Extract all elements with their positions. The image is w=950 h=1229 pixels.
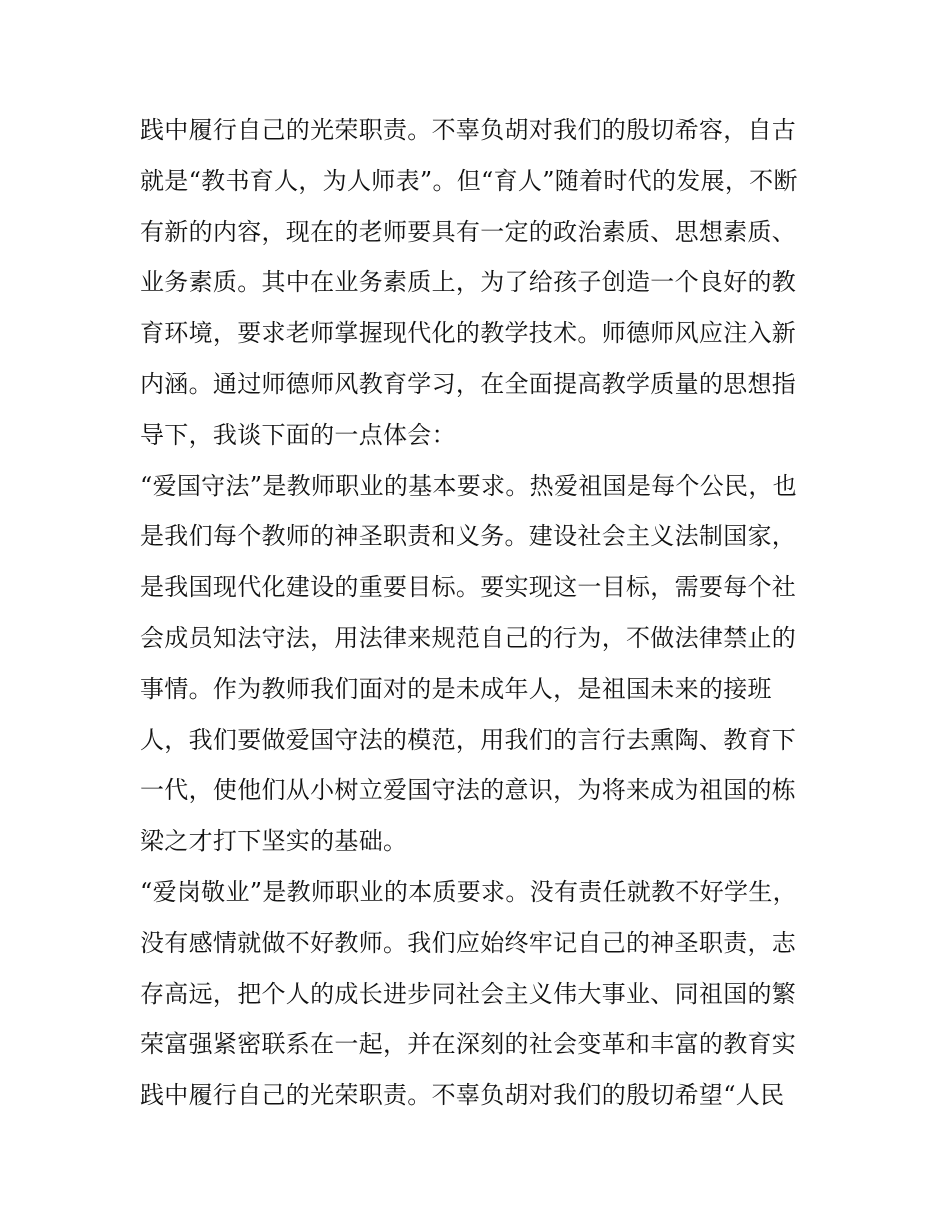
body-text bbox=[140, 105, 820, 1121]
text-line: 践中履行自己的光荣职责。不辜负胡对我们的殷切希望“人民 bbox=[140, 1081, 785, 1110]
text-line: 没有感情就做不好教师。我们应始终牢记自己的神圣职责，志 bbox=[140, 928, 797, 957]
text-line: 荣富强紧密联系在一起，并在深刻的社会变革和丰富的教育实 bbox=[140, 1030, 797, 1059]
text-line: 会成员知法守法，用法律来规范自己的行为，不做法律禁止的 bbox=[140, 623, 797, 652]
text-line: 梁之才打下坚实的基础。 bbox=[140, 827, 408, 856]
text-line: 育环境，要求老师掌握现代化的教学技术。师德师风应注入新 bbox=[140, 319, 797, 348]
text-line: 内涵。通过师德师风教育学习，在全面提高教学质量的思想指 bbox=[140, 369, 797, 398]
text-line: “爱岗敬业”是教师职业的本质要求。没有责任就教不好学生， bbox=[140, 877, 797, 906]
text-line: 存高远，把个人的成长进步同社会主义伟大事业、同祖国的繁 bbox=[140, 979, 797, 1008]
text-line: 践中履行自己的光荣职责。不辜负胡对我们的殷切希容，自古 bbox=[140, 116, 797, 144]
text-line: 一代，使他们从小树立爱国守法的意识，为将来成为祖国的栋 bbox=[140, 776, 797, 805]
text-line: 有新的内容，现在的老师要具有一定的政治素质、思想素质、 bbox=[140, 217, 797, 246]
text-line: 导下，我谈下面的一点体会： bbox=[140, 420, 456, 449]
text-line: 是我们每个教师的神圣职责和义务。建设社会主义法制国家， bbox=[140, 522, 797, 551]
text-line: 业务素质。其中在业务素质上，为了给孩子创造一个良好的教 bbox=[140, 268, 797, 297]
text-line: 就是“教书育人，为人师表”。但“育人”随着时代的发展，不断 bbox=[140, 166, 798, 195]
text-line: 人，我们要做爱国守法的模范，用我们的言行去熏陶、教育下 bbox=[140, 725, 797, 754]
text-line: 是我国现代化建设的重要目标。要实现这一目标，需要每个社 bbox=[140, 573, 797, 602]
text-line: 事情。作为教师我们面对的是未成年人，是祖国未来的接班 bbox=[140, 674, 772, 703]
text-line: “爱国守法”是教师职业的基本要求。热爱祖国是每个公民，也 bbox=[140, 471, 797, 500]
